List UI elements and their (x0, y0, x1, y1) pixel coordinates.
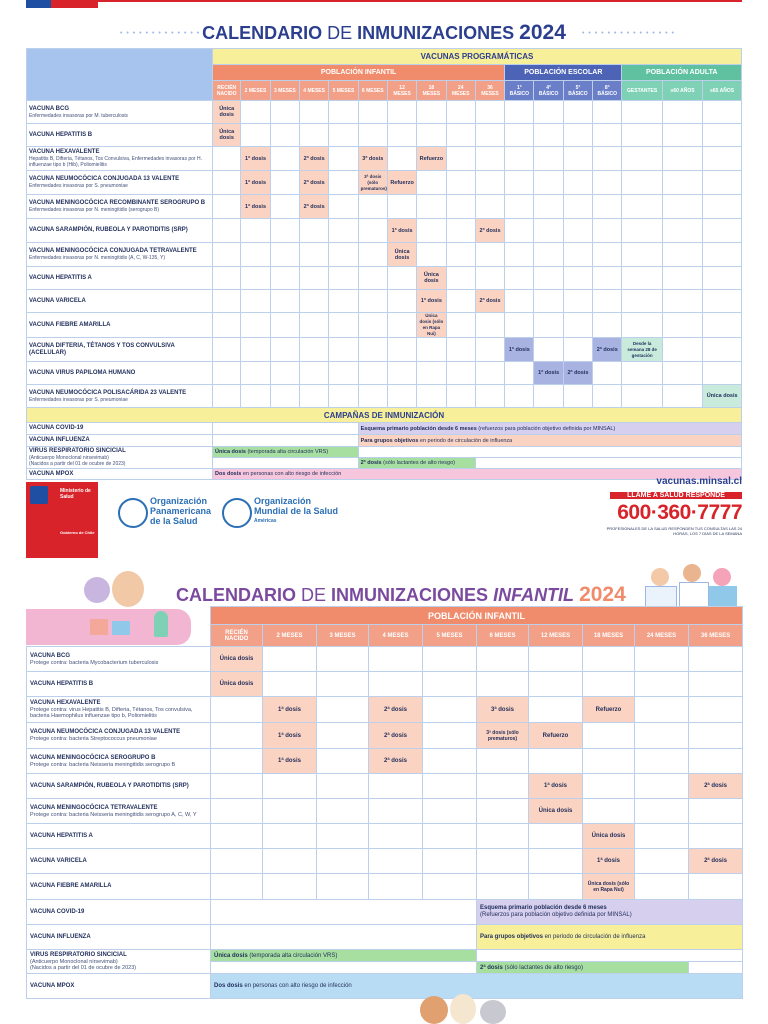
shield-icon (30, 486, 48, 504)
vaccine-label: VACUNA HEXAVALENTE Protege contra: virus Hepatitis B, Difteria, Tétanos, Tos convulsiva, bacteria Haemophilus influenzae tipo b, Poliomielitis (27, 697, 211, 723)
vaccine-label: VACUNA HEPATITIS B (27, 124, 213, 147)
flag-bar (26, 0, 98, 8)
dose-cell: Única dosis (sólo en Rapa Nui) (583, 874, 635, 900)
table-row (27, 647, 743, 672)
decor-dots-left: • • • • • • • • • • • • • (120, 30, 201, 37)
col-36-meses: 36 MESES (475, 81, 504, 101)
table-row (27, 219, 742, 243)
campaign-bar: Para grupos objetivos en periodo de circulación de influenza (477, 925, 743, 950)
col-60-anos: ≥60 AÑOS (662, 81, 702, 101)
dose-cell: 1ª dosis (529, 774, 583, 799)
dose-cell: 2ª dosis (299, 171, 328, 195)
dose-cell: Única dosis (211, 647, 263, 672)
table-row (27, 697, 743, 723)
table-row (27, 124, 742, 147)
col-4-basico: 4° BÁSICO (534, 81, 563, 101)
vaccine-label: VACUNA COVID-19 (27, 900, 211, 925)
campaign-bar: Única dosis (temporada alta circulación VRS) (213, 447, 359, 458)
section-campanas: CAMPAÑAS DE INMUNIZACIÓN (27, 408, 742, 423)
col-65-anos: ≥65 AÑOS (703, 81, 742, 101)
table-row (27, 925, 743, 950)
col-5-basico: 5° BÁSICO (563, 81, 592, 101)
table-row (27, 435, 742, 447)
col-2-meses: 2 MESES (241, 81, 270, 101)
dose-cell: 2ª dosis (299, 147, 328, 171)
dose-cell: Desde la semana 28 de gestación (622, 338, 662, 362)
bunny-icon (112, 571, 144, 607)
col-8-basico: 8° BÁSICO (593, 81, 622, 101)
dose-cell: 3ª dosis (sólo prematuros) (358, 171, 387, 195)
dose-cell: Única dosis (sólo en Rapa Nui) (417, 313, 446, 338)
vaccine-label: VACUNA COVID-19 (27, 423, 213, 435)
vaccine-label: VACUNA BCG Protege contra: bacteria Mycobacterium tuberculosis (27, 647, 211, 672)
table-row (27, 338, 742, 362)
pets-illustration (400, 990, 530, 1024)
table-row (27, 290, 742, 313)
campaign-bar: 2ª dosis (sólo lactantes de alto riesgo) (477, 962, 689, 974)
dose-cell: 1ª dosis (263, 723, 317, 749)
gob-sub: Gobierno de Chile (60, 530, 95, 535)
table-row (27, 447, 742, 458)
dose-cell: 2ª dosis (563, 362, 592, 385)
dose-cell: 2ª dosis (475, 219, 504, 243)
table-row (27, 385, 742, 408)
group-escolar: POBLACIÓN ESCOLAR (505, 65, 622, 81)
table-row (27, 672, 743, 697)
col-36-meses: 36 MESES (689, 625, 743, 647)
col-6-meses: 6 MESES (358, 81, 387, 101)
dose-cell: Refuerzo (417, 147, 446, 171)
table-row (27, 195, 742, 219)
dose-cell: 1ª dosis (241, 147, 270, 171)
top-red-line (26, 0, 742, 2)
call-banner: LLAME A SALUD RESPONDE (610, 492, 742, 499)
table-row (27, 469, 742, 480)
vaccine-label: VACUNA HEPATITIS B (27, 672, 211, 697)
group-infantil: POBLACIÓN INFANTIL (213, 65, 505, 81)
vaccine-label: VACUNA VARICELA (27, 290, 213, 313)
dose-cell: 1ª dosis (241, 195, 270, 219)
dose-cell: Única dosis (529, 799, 583, 824)
vaccine-label: VIRUS RESPIRATORIO SINCICIAL (Anticuerpo Monoclonal nirsevimab) (Nacidos a partir del 01 de ocubre de 2023) (27, 447, 213, 469)
table-row (27, 723, 743, 749)
dose-cell: Única dosis (703, 385, 742, 408)
dose-cell: 2ª dosis (689, 774, 743, 799)
vaccine-label: VACUNA VIRUS PAPILOMA HUMANO (27, 362, 213, 385)
section-programaticas: VACUNAS PROGRAMÁTICAS (213, 49, 742, 65)
campaign-bar: 2ª dosis (sólo lactantes de alto riesgo) (358, 458, 475, 469)
col-3-meses: 3 MESES (270, 81, 299, 101)
table-row (27, 849, 743, 874)
gob-name: Ministerio de Salud (60, 488, 91, 500)
campaign-bar: Dos dosis en personas con alto riesgo de infección (211, 974, 743, 999)
vaccine-label: VIRUS RESPIRATORIO SINCICIAL (Anticuerpo Monoclonal nirsevimab) (Nacidos a partir del 01 de ocubre de 2023) (27, 950, 211, 974)
dose-cell: Única dosis (213, 101, 241, 124)
vaccine-label: VACUNA MENINGOCÓCICA CONJUGADA TETRAVALENTE Enfermedades invasoras por N. meningitidis (A, C, W-135, Y) (27, 243, 213, 267)
dose-cell: 1ª dosis (534, 362, 563, 385)
table-row (27, 362, 742, 385)
dose-cell: Única dosis (417, 267, 446, 290)
dose-cell: 2ª dosis (593, 338, 622, 362)
dose-cell: 3ª dosis (sólo prematuros) (477, 723, 529, 749)
vaccine-label: VACUNA VARICELA (27, 849, 211, 874)
col-gestantes: GESTANTES (622, 81, 662, 101)
dose-cell: Refuerzo (583, 697, 635, 723)
dose-cell: Única dosis (213, 124, 241, 147)
vaccine-label: VACUNA FIEBRE AMARILLA (27, 874, 211, 900)
vaccine-label: VACUNA HEPATITIS A (27, 267, 213, 290)
dose-cell: Única dosis (387, 243, 416, 267)
dose-cell: 2ª dosis (475, 290, 504, 313)
dose-cell: 3ª dosis (477, 697, 529, 723)
dose-cell: Única dosis (583, 824, 635, 849)
vaccine-label: VACUNA DIFTERIA, TÉTANOS Y TOS CONVULSIVA (ACELULAR) (27, 338, 213, 362)
dose-cell: 1ª dosis (263, 749, 317, 774)
campaign-bar: Única dosis (temporada alta circulación VRS) (211, 950, 477, 962)
table-row (27, 749, 743, 774)
globe-icon (118, 498, 148, 528)
header-blank (27, 49, 213, 101)
table-row (27, 950, 743, 962)
vaccine-label: VACUNA HEPATITIS A (27, 824, 211, 849)
infantil-group: POBLACIÓN INFANTIL (211, 607, 743, 625)
campaign-bar: Para grupos objetivos en periodo de circulación de influenza (358, 435, 741, 447)
vaccine-label: VACUNA HEXAVALENTE Hepatitis B, Difteria, Tétanos, Tos Convulsiva, Enfermedades invasoras por H. influenzae tipo b (Hib), Poliomielitis (27, 147, 213, 171)
vaccine-label: VACUNA NEUMOCÓCICA CONJUGADA 13 VALENTE Enfermedades invasoras por S. pneumoniae (27, 171, 213, 195)
col-12-meses: 12 MESES (387, 81, 416, 101)
vaccine-label: VACUNA MENINGOCÓCICA RECOMBINANTE SEROGRUPO B Enfermedades invasoras por N. meningitidis (serogrupo B) (27, 195, 213, 219)
table-row (27, 243, 742, 267)
bunny-icon (480, 1000, 506, 1024)
dog-icon (420, 996, 448, 1024)
dose-cell: Refuerzo (387, 171, 416, 195)
table-row (27, 101, 742, 124)
vaccine-label: VACUNA MENINGOCÓCICA SEROGRUPO B Protege contra: bacteria Neisseria meningitidis serogrupo B (27, 749, 211, 774)
dose-cell: 1ª dosis (505, 338, 534, 362)
col-18-meses: 18 MESES (583, 625, 635, 647)
doctor-icon (683, 564, 701, 582)
page-title: CALENDARIO DE INMUNIZACIONES 2024 (202, 21, 566, 44)
dose-cell: 2ª dosis (299, 195, 328, 219)
col-18-meses: 18 MESES (417, 81, 446, 101)
vaccine-label: VACUNA NEUMOCÓCICA POLISACÁRIDA 23 VALENTE Enfermedades invasoras por S. pneumoniae (27, 385, 213, 408)
doctor-icon (651, 568, 669, 586)
vaccine-label: VACUNA FIEBRE AMARILLA (27, 313, 213, 338)
dose-cell: 3ª dosis (358, 147, 387, 171)
vaccine-label: VACUNA BCG Enfermedades invasoras por M. tuberculosis (27, 101, 213, 124)
website-link[interactable]: vacunas.minsal.cl (656, 476, 742, 487)
vaccine-calendar-table (26, 48, 742, 480)
col-5-meses: 5 MESES (423, 625, 477, 647)
phone-number[interactable]: 600·360·7777 (617, 501, 742, 524)
dose-cell: 2ª dosis (369, 697, 423, 723)
campaign-bar: Esquema primario población desde 6 meses (Refuerzos para población objetivo definida por MINSAL) (477, 900, 743, 925)
nurse-icon (713, 568, 731, 586)
table-row (27, 974, 743, 999)
footer-logos (26, 476, 742, 558)
vaccine-label: VACUNA SARAMPIÓN, RUBEOLA Y PAROTIDITIS (SRP) (27, 219, 213, 243)
table-row (27, 874, 743, 900)
col-24-meses: 24 MESES (635, 625, 689, 647)
oms-logo: Organización Mundial de la Salud Américas (222, 496, 338, 526)
teddy-icon (84, 577, 110, 603)
col-1-basico: 1° BÁSICO (505, 81, 534, 101)
dose-cell: 1ª dosis (387, 219, 416, 243)
col-5-meses: 5 MESES (329, 81, 358, 101)
vaccine-label: VACUNA MENINGOCÓCICA TETRAVALENTE Protege contra: bacteria Neisseria meningitidis serogrupo A, C, W, Y (27, 799, 211, 824)
vaccine-label: VACUNA MPOX (27, 469, 213, 480)
call-note: PROFESIONALES DE LA SALUD RESPONDEN TUS CONSULTAS LAS 24 HORAS, LOS 7 DÍAS DE LA SEMANA (606, 526, 742, 536)
campaign-bar: Dos dosis en personas con alto riesgo de infección (213, 469, 742, 480)
table-row (27, 147, 742, 171)
table-row (27, 267, 742, 290)
vaccine-label: VACUNA INFLUENZA (27, 435, 213, 447)
dose-cell: 1ª dosis (583, 849, 635, 874)
col-24-meses: 24 MESES (446, 81, 475, 101)
col-3-meses: 3 MESES (317, 625, 369, 647)
gobierno-logo (26, 482, 98, 558)
group-adulta: POBLACIÓN ADULTA (622, 65, 742, 81)
vaccine-label: VACUNA SARAMPIÓN, RUBEOLA Y PAROTIDITIS (SRP) (27, 774, 211, 799)
col-4-meses: 4 MESES (299, 81, 328, 101)
vaccine-label: VACUNA INFLUENZA (27, 925, 211, 950)
col-recien-nacido: RECIÉN NACIDO (213, 81, 241, 101)
dose-cell: 1ª dosis (417, 290, 446, 313)
col-6-meses: 6 MESES (477, 625, 529, 647)
dose-cell: 2ª dosis (369, 723, 423, 749)
infantil-calendar-table (26, 606, 743, 999)
table-row (27, 799, 743, 824)
dose-cell: 1ª dosis (263, 697, 317, 723)
ops-logo: Organización Panamericana de la Salud (118, 496, 211, 526)
dose-cell: 2ª dosis (689, 849, 743, 874)
col-12-meses: 12 MESES (529, 625, 583, 647)
dose-cell: Refuerzo (529, 723, 583, 749)
dose-cell: 1ª dosis (241, 171, 270, 195)
table-row (27, 423, 742, 435)
dose-cell: Única dosis (211, 672, 263, 697)
table-row (27, 824, 743, 849)
infantil-title: CALENDARIO DE INMUNIZACIONES INFANTIL 2024 (176, 583, 626, 606)
globe-icon (222, 498, 252, 528)
vaccine-label: VACUNA MPOX (27, 974, 211, 999)
decor-dots-right: • • • • • • • • • • • • • • • (582, 30, 675, 37)
dose-cell: 2ª dosis (369, 749, 423, 774)
table-row (27, 313, 742, 338)
campaign-bar: Esquema primario población desde 6 meses (refuerzos para población objetivo definida por MINSAL) (358, 423, 741, 435)
table-row (27, 774, 743, 799)
table-row (27, 171, 742, 195)
vaccine-label: VACUNA NEUMOCÓCICA CONJUGADA 13 VALENTE Protege contra: bacteria Streptococcus pneumoniae (27, 723, 211, 749)
col-4-meses: 4 MESES (369, 625, 423, 647)
col-recien-nacido: RECIÉN NACIDO (211, 625, 263, 647)
table-row (27, 900, 743, 925)
bunny-icon (450, 994, 476, 1024)
col-2-meses: 2 MESES (263, 625, 317, 647)
